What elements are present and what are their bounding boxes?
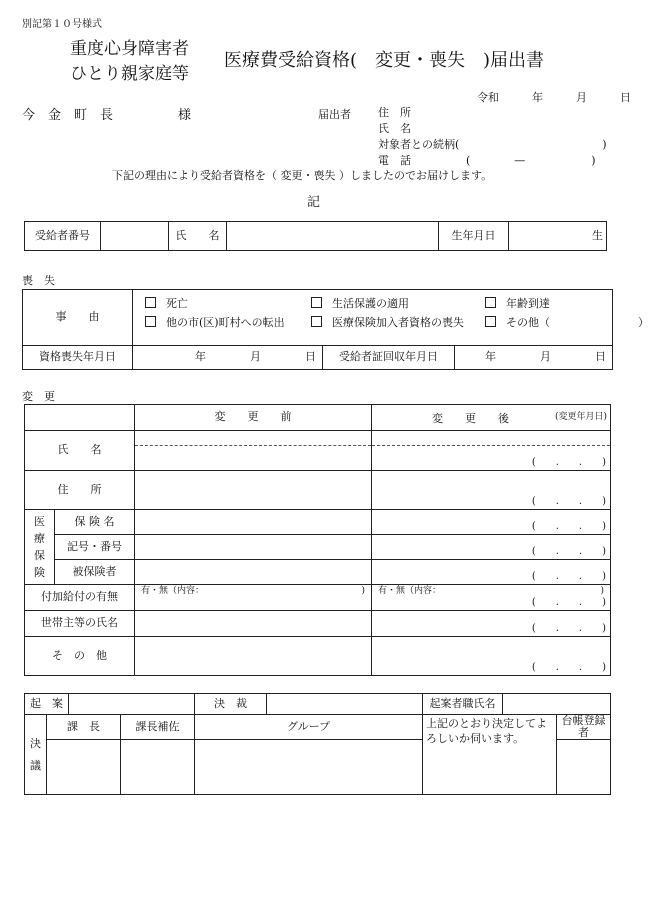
checkbox-icon	[145, 297, 156, 308]
applicant-name-label: 氏 名	[378, 122, 411, 135]
title-left-2: ひとり親家庭等	[70, 64, 189, 84]
before-household-head-field[interactable]	[135, 611, 372, 637]
before-symbol-number-field[interactable]	[135, 535, 372, 560]
checkbox-icon	[311, 316, 322, 327]
option-welfare[interactable]: 生活保護の適用	[311, 297, 409, 310]
after-insured-field[interactable]	[372, 560, 611, 585]
change-date-paren: ( . . )	[531, 546, 606, 557]
loss-reason-label: 事 由	[23, 290, 133, 346]
change-before-header: 変 更 前	[135, 405, 372, 431]
office-table	[24, 693, 611, 795]
applicant-relation-label: 対象者との続柄( )	[378, 138, 607, 151]
before-name-field[interactable]	[135, 431, 372, 471]
applicant-phone-label: 電 話 ( — )	[378, 154, 596, 167]
cert-return-label: 受給者証回収年月日	[323, 346, 455, 370]
draft-field[interactable]	[69, 694, 195, 715]
ledger-seal[interactable]	[557, 740, 611, 795]
change-date-paren: ( . . )	[531, 623, 606, 634]
loss-date-label: 資格喪失年月日	[23, 346, 133, 370]
recipient-dob-label: 生年月日	[439, 222, 509, 251]
close-paren: )	[600, 586, 604, 596]
change-date-paren: ( . . )	[531, 597, 606, 608]
proposal-text: 上記のとおり決定してよろしいか伺います。	[423, 715, 557, 795]
checkbox-icon	[485, 297, 496, 308]
loss-date-field[interactable]: 年 月 日	[133, 346, 323, 370]
form-number: 別記第１０号様式	[22, 19, 102, 30]
cert-return-field[interactable]: 年 月 日	[455, 346, 613, 370]
addressee: 今 金 町 長 様	[22, 108, 192, 123]
applicant-label: 届出者	[318, 108, 351, 121]
row-label-name: 氏 名	[25, 431, 135, 471]
before-insurance-name-field[interactable]	[135, 510, 372, 535]
change-date-header: (変更年月日)	[554, 412, 607, 422]
draft-label: 起 案	[25, 694, 69, 715]
change-heading: 変 更	[22, 390, 55, 403]
row-label-medical-insurance: 医療保険	[25, 510, 55, 585]
approval-field[interactable]	[267, 694, 423, 715]
decision-label: 決議	[25, 715, 47, 795]
recipient-table	[24, 221, 607, 251]
after-additional-benefit-field[interactable]	[372, 585, 611, 611]
after-insurance-name-field[interactable]	[372, 510, 611, 535]
checkbox-icon	[485, 316, 496, 327]
ledger-label: 台帳登録者	[557, 715, 611, 740]
change-corner	[25, 405, 135, 431]
option-other[interactable]: その他（ ）	[485, 316, 649, 329]
change-table	[24, 404, 611, 676]
row-label-household-head: 世帯主等の氏名	[25, 611, 135, 637]
change-date-paren: ( . . )	[531, 662, 606, 673]
loss-table	[22, 289, 649, 370]
group-label: グループ	[195, 715, 423, 740]
date-line: 令和 年 月 日	[477, 91, 631, 104]
after-name-field[interactable]	[372, 431, 611, 471]
loss-heading: 喪 失	[22, 274, 55, 287]
option-insurance-loss[interactable]: 医療保険加入者資格の喪失	[311, 316, 464, 329]
yes-no-content: 有・無（内容：	[141, 586, 205, 596]
recipient-name-label: 氏 名	[169, 222, 227, 251]
option-death[interactable]: 死亡	[145, 297, 188, 310]
before-address-field[interactable]	[135, 471, 372, 510]
row-label-additional-benefit: 付加給付の有無	[25, 585, 135, 611]
row-label-insurance-name: 保 険 名	[55, 510, 135, 535]
close-paren: )	[361, 586, 365, 596]
row-label-other: そ の 他	[25, 637, 135, 676]
change-date-paren: ( . . )	[531, 457, 606, 468]
page-title: 医療費受給資格( 変更・喪失 )届出書	[224, 50, 545, 71]
change-date-paren: ( . . )	[531, 521, 606, 532]
dashed-divider	[135, 445, 371, 446]
drafter-title-label: 起案者職氏名	[423, 694, 503, 715]
after-symbol-number-field[interactable]	[372, 535, 611, 560]
option-move-out[interactable]: 他の市(区)町村への転出	[145, 316, 285, 329]
statement: 下記の理由により受給者資格を（ 変更・喪失 ）しましたのでお届けします。	[112, 169, 493, 182]
row-label-symbol-number: 記号・番号	[55, 535, 135, 560]
change-date-paren: ( . . )	[531, 496, 606, 507]
change-after-label: 変 更 後	[432, 412, 509, 425]
checkbox-icon	[145, 316, 156, 327]
recipient-name-field[interactable]	[227, 222, 439, 251]
assistant-chief-seal[interactable]	[121, 740, 195, 795]
assistant-chief-label: 課長補佐	[121, 715, 195, 740]
recipient-number-field[interactable]	[101, 222, 169, 251]
before-other-field[interactable]	[135, 637, 372, 676]
section-chief-seal[interactable]	[47, 740, 121, 795]
option-age[interactable]: 年齢到達	[485, 297, 550, 310]
yes-no-content: 有・無（内容：	[378, 586, 442, 596]
group-seal[interactable]	[195, 740, 423, 795]
before-additional-benefit-field[interactable]	[135, 585, 372, 611]
row-label-insured: 被保険者	[55, 560, 135, 585]
drafter-title-field[interactable]	[503, 694, 611, 715]
recipient-dob-field[interactable]	[509, 222, 607, 251]
applicant-address-label: 住 所	[378, 106, 411, 119]
loss-reason-options	[133, 290, 649, 346]
before-insured-field[interactable]	[135, 560, 372, 585]
change-date-paren: ( . . )	[531, 571, 606, 582]
ki-label: 記	[307, 195, 321, 210]
approval-label: 決 裁	[195, 694, 267, 715]
dashed-divider	[372, 445, 610, 446]
recipient-number-label: 受給者番号	[25, 222, 101, 251]
after-address-field[interactable]	[372, 471, 611, 510]
row-label-address: 住 所	[25, 471, 135, 510]
after-household-head-field[interactable]	[372, 611, 611, 637]
title-left-1: 重度心身障害者	[70, 39, 189, 59]
section-chief-label: 課 長	[47, 715, 121, 740]
change-after-header	[372, 405, 611, 431]
checkbox-icon	[311, 297, 322, 308]
dob-suffix: 生	[592, 228, 603, 242]
after-other-field[interactable]	[372, 637, 611, 676]
